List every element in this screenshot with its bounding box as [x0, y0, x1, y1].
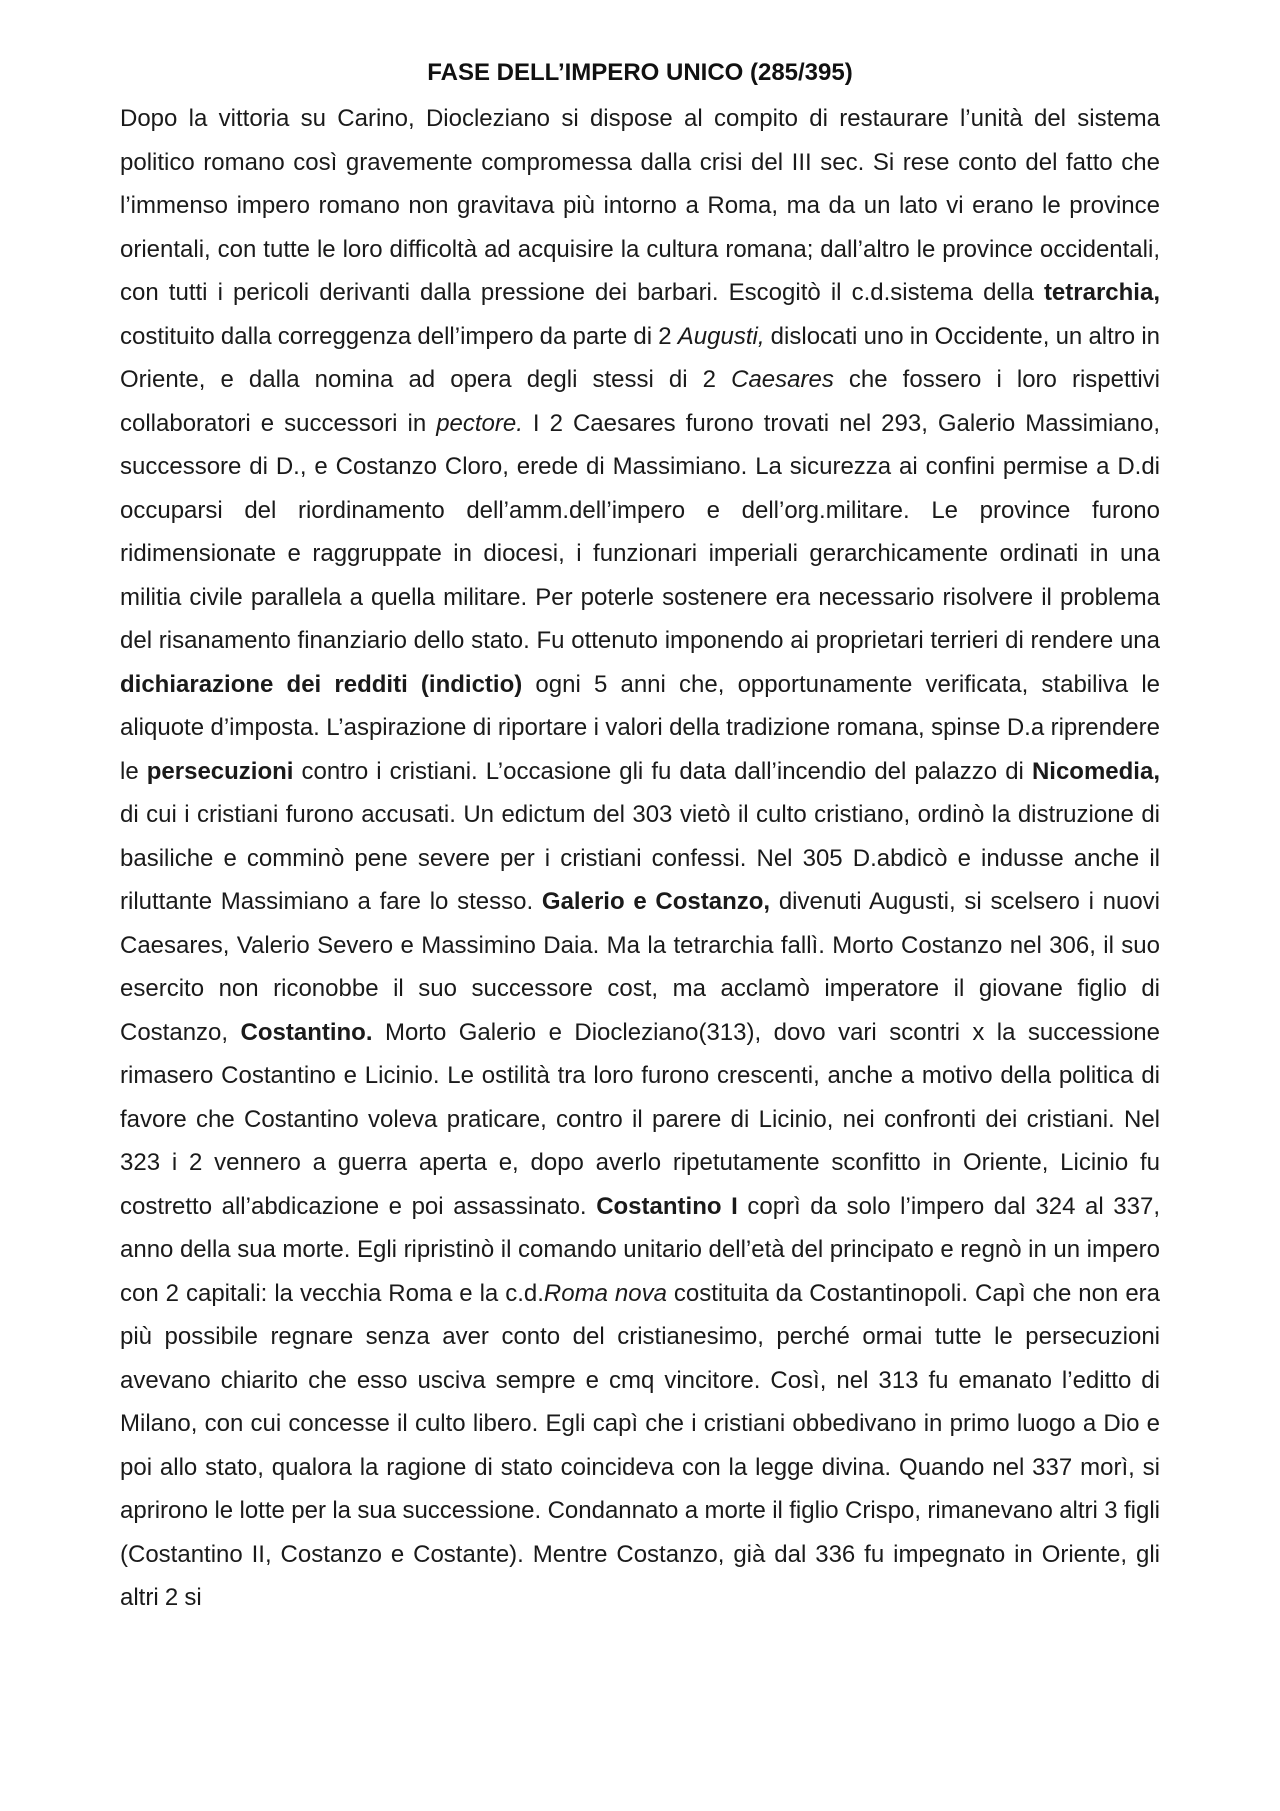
text-run: costituita da Costantinopoli. Capì che non era più possibile regnare senza aver conto del cristianesimo, perché ormai tutte le persecuzioni avevano chiarito che esso usciva sempre e cmq vincitore. Così, nel 313 fu emanato l’editto di Milano, con cui concesse il culto libero. Egli capì che i cristiani obbedivano in primo luogo a Dio e poi allo stato, qualora la ragione di stato coincideva con la legge divina. Quando nel 337 morì, si aprirono le lotte per la sua successione. Condannato a morte il figlio Crispo, rimanevano altri 3 figli (Costantino II, Costanzo e Costante). Mentre Costanzo, già dal 336 fu impegnato in Oriente, gli altri 2 si	[120, 1279, 1160, 1611]
text-run: I 2 Caesares furono trovati nel 293, Galerio Massimiano, successore di D., e Costanzo Cloro, erede di Massimiano. La sicurezza ai confini permise a D.di occuparsi del riordinamento dell’amm.dell’impero e dell’org.militare. Le province furono ridimensionate e raggruppate in diocesi, i funzionari imperiali gerarchicamente ordinati in una militia civile parallela a quella militare. Per poterle sostenere era necessario risolvere il problema del risanamento finanziario dello stato. Fu ottenuto imponendo ai proprietari terrieri di rendere una	[120, 409, 1160, 654]
text-run: contro i cristiani. L’occasione gli fu data dall’incendio del palazzo di	[293, 757, 1032, 785]
text-run: divenuti Augusti, si scelsero i nuovi Caesares, Valerio Severo e Massimino Daia. Ma la tetrarchia fallì. Morto Costanzo nel 306, il suo esercito non riconobbe il suo successore cost, ma acclamò imperatore il giovane figlio di Costanzo,	[120, 888, 1161, 1046]
italic-text-run: Roma nova	[543, 1279, 667, 1307]
bold-text-run: Galerio e Costanzo,	[541, 888, 771, 915]
italic-text-run: Caesares	[731, 366, 834, 393]
text-run: ogni 5 anni che, opportunamente verificata, stabiliva le aliquote d’imposta. L’aspirazione di riportare i valori della tradizione romana, spinse D.a riprendere le	[120, 670, 1160, 785]
text-run: che fossero i loro rispettivi collaboratori e successori in	[120, 366, 1161, 437]
italic-text-run: pectore.	[436, 409, 523, 437]
document-body-paragraph	[120, 97, 1160, 1620]
document-title: FASE DELL’IMPERO UNICO (285/395)	[427, 59, 853, 86]
bold-text-run: Nicomedia,	[1031, 757, 1160, 785]
bold-text-run: tetrarchia,	[1043, 279, 1160, 306]
text-run: coprì da solo l’impero dal 324 al 337, anno della sua morte. Egli ripristinò il comando unitario dell’età del principato e regnò in un impero con 2 capitali: la vecchia Roma e la c.d.	[120, 1192, 1161, 1307]
italic-text-run: Augusti,	[677, 322, 765, 350]
bold-text-run: Costantino.	[240, 1018, 373, 1046]
bold-text-run: Costantino I	[596, 1192, 738, 1220]
text-run: dislocati uno in Occidente, un altro in Oriente, e dalla nomina ad opera degli stessi di 2	[120, 322, 1160, 393]
text-run: di cui i cristiani furono accusati. Un edictum del 303 vietò il culto cristiano, ordinò la distruzione di basiliche e comminò pene severe per i cristiani confessi. Nel 305 D.abdicò e indusse anche il riluttante Massimiano a fare lo stesso.	[120, 801, 1160, 915]
bold-text-run: persecuzioni	[146, 757, 294, 785]
text-run: Morto Galerio e Diocleziano(313), dovo vari scontri x la successione rimasero Costantino e Licinio. Le ostilità tra loro furono crescenti, anche a motivo della politica di favore che Costantino voleva praticare, contro il parere di Licinio, nei confronti dei cristiani. Nel 323 i 2 vennero a guerra aperta e, dopo averlo ripetutamente sconfitto in Oriente, Licinio fu costretto all’abdicazione e poi assassinato.	[120, 1018, 1160, 1220]
bold-text-run: dichiarazione dei redditi (indictio)	[120, 670, 523, 698]
text-run: Dopo la vittoria su Carino, Diocleziano si dispose al compito di restaurare l’unità del sistema politico romano così gravemente compromessa dalla crisi del III sec. Si rese conto del fatto che l’immenso impero romano non gravitava più intorno a Roma, ma da un lato vi erano le province orientali, con tutte le loro difficoltà ad acquisire la cultura romana; dall’altro le province occidentali, con tutti i pericoli derivanti dalla pressione dei barbari. Escogitò il c.d.sistema della	[120, 105, 1160, 306]
text-run: costituito dalla correggenza dell’impero da parte di 2	[120, 322, 678, 350]
